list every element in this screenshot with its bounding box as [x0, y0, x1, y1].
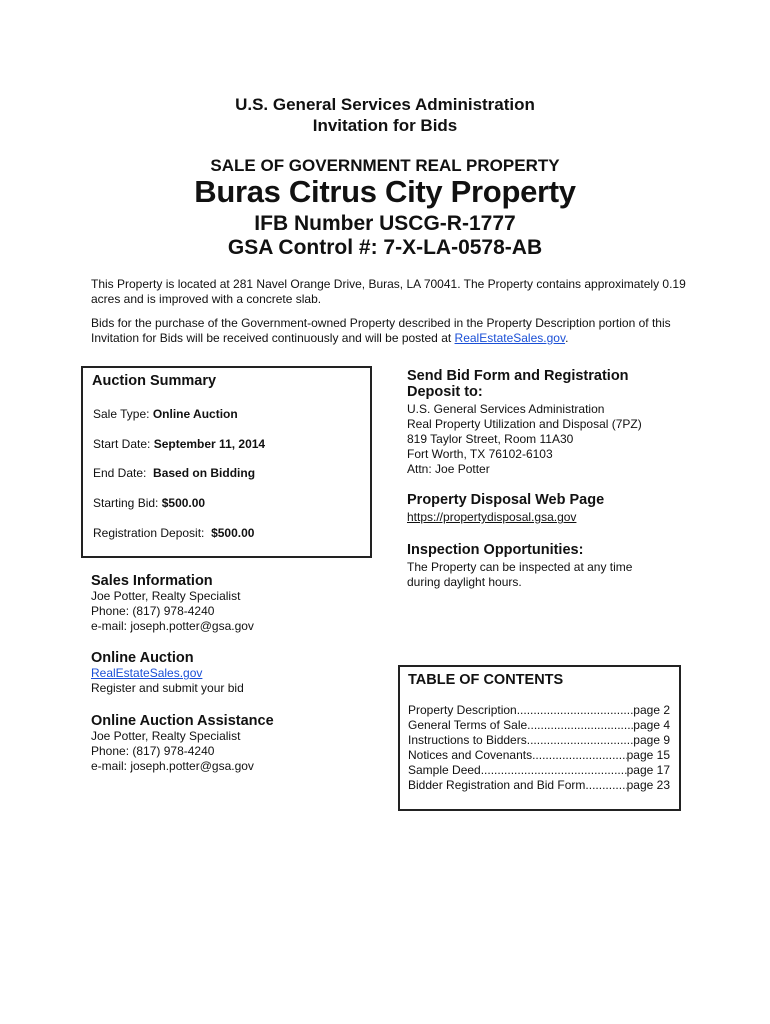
- bids-text: Bids for the purchase of the Government-owned Property described in the Property Description portion of this Invitation for Bids will be received continuously and will be posted at: [91, 316, 671, 345]
- starting-bid-label: Starting Bid:: [93, 496, 159, 510]
- registration-deposit: [93, 526, 254, 540]
- bids-text-end: .: [565, 331, 569, 345]
- toc-item[interactable]: Sample Deed ..... page 17: [408, 763, 670, 778]
- starting-bid-value: $500.00: [161, 496, 206, 510]
- toc-list: [408, 703, 670, 793]
- send-bid-heading-line2: Deposit to:: [407, 384, 483, 400]
- toc-item[interactable]: Instructions to Bidders ..... page 9: [408, 733, 670, 748]
- assistance-heading: Online Auction Assistance: [91, 713, 274, 729]
- sales-contact-phone: Phone: (817) 978-4240: [91, 604, 215, 618]
- start-date-value: September 11, 2014: [153, 437, 266, 451]
- start-date: [93, 437, 265, 451]
- agency-heading: [0, 94, 770, 136]
- address-line: 819 Taylor Street, Room 11A30: [407, 432, 574, 446]
- address-line: Real Property Utilization and Disposal (7PZ): [407, 417, 642, 431]
- send-bid-section: [407, 368, 642, 477]
- assistance-contact-phone: Phone: (817) 978-4240: [91, 744, 215, 758]
- online-auction-assistance: [91, 713, 274, 774]
- sales-information: [91, 573, 254, 634]
- sale-line: SALE OF GOVERNMENT REAL PROPERTY: [210, 156, 560, 175]
- sale-type-label: Sale Type:: [93, 407, 150, 421]
- auction-summary-box: [81, 366, 372, 558]
- intro-paragraph-location: This Property is located at 281 Navel Orange Drive, Buras, LA 70041. The Property contains approximately 0.19 acres and is improved with a concrete slab.: [91, 277, 686, 306]
- assistance-contact-email: e-mail: joseph.potter@gsa.gov: [91, 759, 254, 773]
- online-auction-heading: Online Auction: [91, 650, 194, 666]
- property-disposal-link[interactable]: https://propertydisposal.gsa.gov: [407, 510, 577, 524]
- ifb-number: IFB Number USCG-R-1777: [254, 212, 516, 235]
- inspection-line2: during daylight hours.: [407, 575, 522, 589]
- sale-type-value: Online Auction: [152, 407, 238, 421]
- toc-item[interactable]: Property Description ..... page 2: [408, 703, 670, 718]
- toc-item[interactable]: General Terms of Sale ..... page 4: [408, 718, 670, 733]
- invitation-heading: Invitation for Bids: [312, 116, 458, 135]
- mailing-address: [407, 402, 642, 477]
- online-auction-link[interactable]: RealEstateSales.gov: [91, 666, 203, 680]
- auction-summary-heading: Auction Summary: [92, 373, 217, 389]
- inspection-heading: Inspection Opportunities:: [407, 542, 584, 558]
- end-date: [93, 466, 255, 480]
- table-of-contents-box: [398, 665, 681, 811]
- toc-item[interactable]: Notices and Covenants ..... page 15: [408, 748, 670, 763]
- inspection-line1: The Property can be inspected at any time: [407, 560, 633, 574]
- disposal-web-heading: Property Disposal Web Page: [407, 492, 605, 508]
- realestatesales-link[interactable]: RealEstateSales.gov: [454, 331, 566, 345]
- toc-item[interactable]: Bidder Registration and Bid Form ..... page 23: [408, 778, 670, 793]
- registration-deposit-value: $500.00: [211, 526, 255, 540]
- property-title: Buras Citrus City Property: [194, 174, 576, 209]
- inspection-opportunities: [407, 542, 632, 590]
- end-date-value: Based on Bidding: [153, 466, 256, 480]
- agency-name: U.S. General Services Administration: [235, 95, 535, 114]
- sales-contact-name: Joe Potter, Realty Specialist: [91, 589, 241, 603]
- intro-paragraph-bids: [91, 316, 691, 346]
- address-line: Fort Worth, TX 76102-6103: [407, 447, 553, 461]
- starting-bid: [93, 496, 205, 510]
- registration-deposit-label: Registration Deposit:: [93, 526, 205, 540]
- online-auction: [91, 650, 244, 696]
- gsa-control-number: GSA Control #: 7-X-LA-0578-AB: [227, 236, 543, 259]
- end-date-label: End Date:: [93, 466, 147, 480]
- property-disposal-web: [407, 492, 604, 525]
- send-bid-heading-line1: Send Bid Form and Registration: [407, 368, 629, 384]
- address-line: Attn: Joe Potter: [407, 462, 490, 476]
- toc-heading: TABLE OF CONTENTS: [408, 672, 564, 688]
- sales-information-heading: Sales Information: [91, 573, 213, 589]
- start-date-label: Start Date:: [93, 437, 151, 451]
- assistance-contact-name: Joe Potter, Realty Specialist: [91, 729, 241, 743]
- address-line: U.S. General Services Administration: [407, 402, 605, 416]
- online-auction-text: Register and submit your bid: [91, 681, 244, 695]
- sale-type: [93, 407, 238, 421]
- sales-contact-email: e-mail: joseph.potter@gsa.gov: [91, 619, 254, 633]
